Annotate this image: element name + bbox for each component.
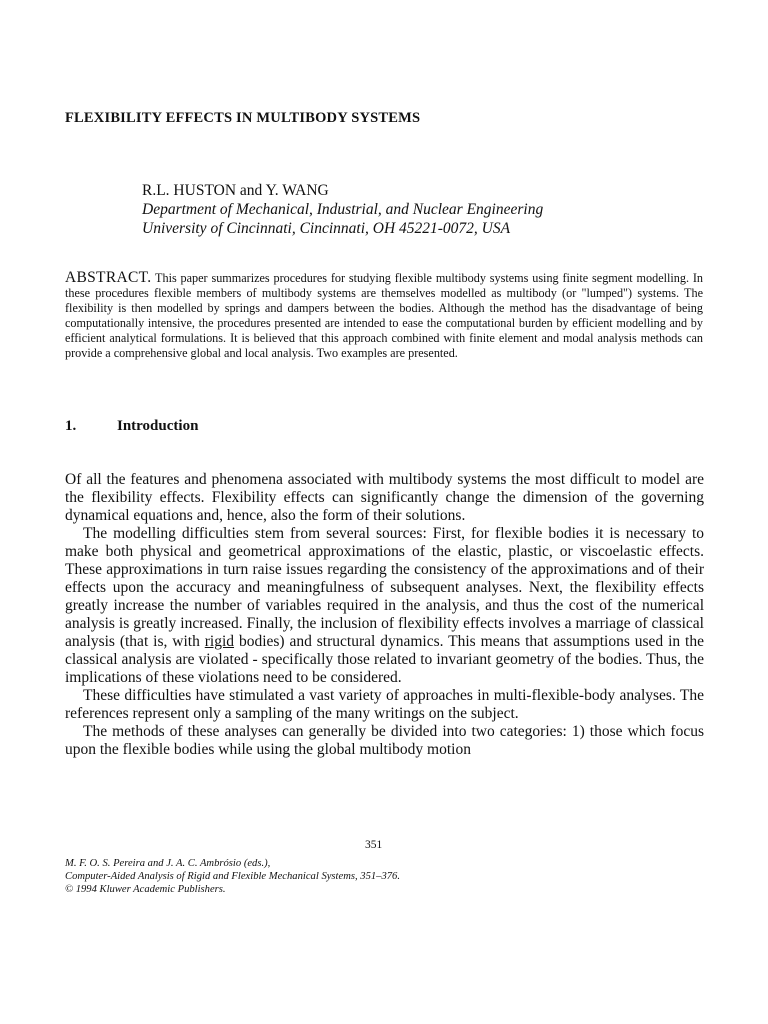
section-number: 1. [65, 418, 77, 434]
paragraph-3: These difficulties have stimulated a vast variety of approaches in multi-flexible-body analyses. The references represent only a sampling of the many writings on the subject. [65, 687, 704, 722]
abstract [65, 271, 703, 360]
underlined-word: rigid [204, 633, 235, 650]
section-heading [65, 418, 198, 435]
abstract-text: This paper summarizes procedures for studying flexible multibody systems using finite segment modelling. In these procedures flexible members of multibody systems are themselves modelled as multibody (or "lumped") systems. The flexibility is then modelled by springs and dampers between the bodies. Although the method has the disadvantage of being computationally intensive, the procedures presented are intended to ease the computational burden by efficient modelling and by efficient analytical formulations. It is believed that this approach combined with finite element and modal analysis methods can provide a comprehensive global and local analysis. Two examples are presented. [65, 271, 703, 360]
paragraph-2-part-2: bodies) and structural dynamics. This means that assumptions used in the classical analysis are violated - specifically those related to invariant geometry of the bodies. Thus, the implications of these violations need to be considered. [65, 633, 704, 686]
footer-copyright: © 1994 Kluwer Academic Publishers. [65, 884, 226, 895]
paragraph-2 [65, 525, 704, 687]
paper-title: FLEXIBILITY EFFECTS IN MULTIBODY SYSTEMS [65, 110, 421, 126]
author-department: Department of Mechanical, Industrial, and Nuclear Engineering [142, 201, 544, 218]
paragraph-4: The methods of these analyses can generally be divided into two categories: 1) those which focus upon the flexible bodies while using the global multibody motion [65, 723, 704, 758]
citation-footer [65, 857, 400, 896]
abstract-label: ABSTRACT. [65, 269, 152, 286]
footer-book-title: Computer-Aided Analysis of Rigid and Flexible Mechanical Systems, 351–376. [65, 871, 401, 882]
paragraph-2-part-1: The modelling difficulties stem from several sources: First, for flexible bodies it is necessary to make both physical and geometrical approximations of the elastic, plastic, or viscoelastic effects. These approximations in turn raise issues regarding the consistency of the approximations and of their effects upon the accuracy and meaningfulness of subsequent analyses. Next, the flexibility effects greatly increase the number of variables required in the analysis, and thus the cost of the numerical analysis is greatly increased. Finally, the inclusion of flexibility effects involves a marriage of classical analysis (that is, with [65, 525, 704, 650]
author-block [142, 181, 543, 238]
page-number: 351 [365, 839, 383, 851]
author-names: R.L. HUSTON and Y. WANG [142, 182, 329, 199]
author-university: University of Cincinnati, Cincinnati, OH 45221-0072, USA [142, 220, 511, 237]
section-title: Introduction [117, 418, 199, 434]
body-text [65, 471, 704, 759]
footer-editors: M. F. O. S. Pereira and J. A. C. Ambrósio (eds.), [65, 858, 271, 869]
paragraph-1: Of all the features and phenomena associated with multibody systems the most difficult to model are the flexibility effects. Flexibility effects can significantly change the dimension of the governing dynamical equations and, hence, also the form of their solutions. [65, 471, 704, 524]
